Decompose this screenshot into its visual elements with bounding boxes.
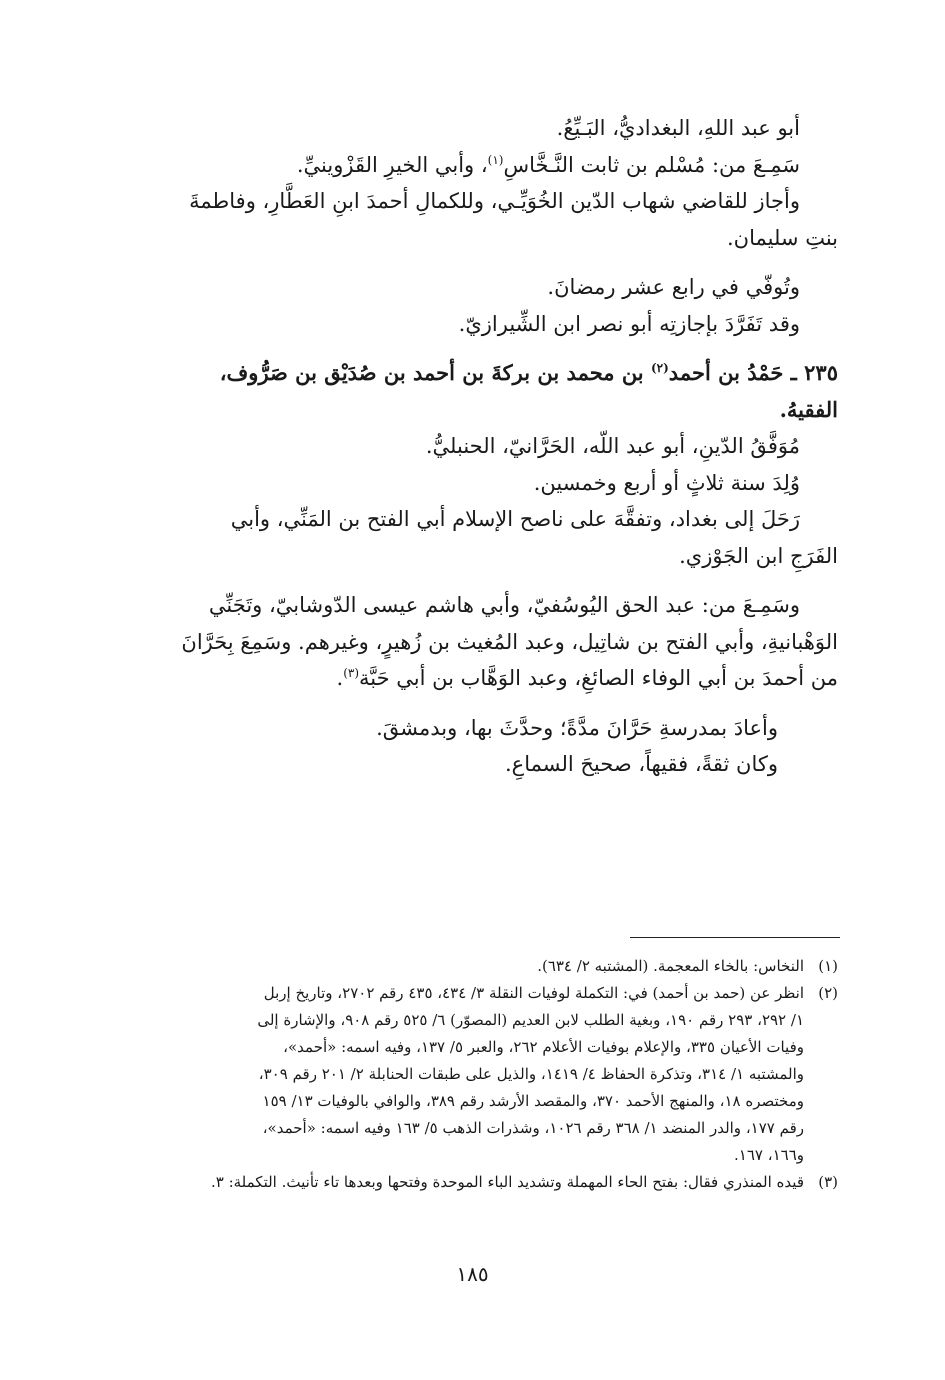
footnote-text <box>118 1169 804 1196</box>
text-segment: أبو عبد اللهِ، البغداديُّ، البَـيِّعُ. <box>556 116 800 140</box>
text-line <box>118 392 838 429</box>
text-line <box>118 465 838 502</box>
footnotes <box>118 953 838 1196</box>
text-segment: بن محمد بن بركةَ بن أحمد بن صُدَيْق بن صَرُّوف، <box>219 360 651 385</box>
footnote-line: ١/ ٢٩٢، ٢٩٣ رقم ١٩٠، وبغية الطلب لابن العديم (المصوّر) ٦/ ٥٢٥ رقم ٩٠٨، والإشارة إلى <box>257 1011 804 1029</box>
text-segment: بنتِ سليمان. <box>727 225 838 250</box>
text-segment: وُلِدَ سنة ثلاثٍ أو أربع وخمسين. <box>533 470 800 495</box>
text-line <box>118 501 838 538</box>
paragraph-gap <box>118 256 838 269</box>
paragraph-gap <box>118 574 838 587</box>
footnote-marker[interactable]: (٢) <box>650 361 669 375</box>
text-line <box>118 624 838 661</box>
footnote-line: انظر عن (حمد بن أحمد) في: التكملة لوفيات النقلة ٣/ ٤٣٤، ٤٣٥ رقم ٢٧٠٢، وتاريخ إربل <box>263 984 804 1002</box>
footnote-number: (٣) <box>818 1173 838 1191</box>
text-segment: الفقيهُ. <box>779 396 838 422</box>
paragraph-gap <box>118 342 838 355</box>
text-segment: وأعادَ بمدرسةِ حَرَّانَ مدَّةً؛ وحدَّثَ بها، وبدمشقَ. <box>376 715 778 740</box>
text-line <box>118 587 838 624</box>
text-line <box>118 428 838 465</box>
footnote-line: ومختصره ١٨، والمنهج الأحمد ٣٧٠، والمقصد الأرشد رقم ٣٨٩، والوافي بالوفيات ١٣/ ١٥٩ <box>262 1092 804 1110</box>
text-line <box>118 269 838 306</box>
text-line <box>118 660 838 697</box>
text-line <box>118 746 838 783</box>
text-segment: رَحَلَ إلى بغداد، وتفقَّهَ على ناصح الإسلام أبي الفتح بن المَنِّي، وأبي <box>230 507 800 531</box>
text-segment: الفَرَجِ ابن الجَوْزي. <box>679 543 838 568</box>
footnote-line: والمشتبه ١/ ٣١٤، وتذكرة الحفاظ ٤/ ١٤١٩، والذيل على طبقات الحنابلة ٢/ ٢٠١ رقم ٣٠٩، <box>258 1065 804 1083</box>
footnote <box>118 980 838 1169</box>
footnote-line: النخاس: بالخاء المعجمة. (المشتبه ٢/ ٦٣٤). <box>537 957 804 975</box>
footnote-line: قيده المنذري فقال: بفتح الحاء المهملة وتشديد الباء الموحدة وفتحها وبعدها تاء تأنيث. التكملة: ٣. <box>210 1173 804 1191</box>
footnote-text <box>118 953 804 980</box>
text-segment: من أحمدَ بن أبي الوفاء الصائغِ، وعبد الوَهَّاب بن أبي حَبَّة <box>359 666 838 690</box>
footnote-line: رقم ١٧٧، والدر المنضد ١/ ٣٦٨ رقم ١٠٢٦، وشذرات الذهب ٥/ ١٦٣ وفيه اسمه: «أحمد»، <box>262 1119 804 1137</box>
footnote-text <box>118 980 804 1169</box>
text-segment: ، وأبي الخيرِ القَزْوينيِّ. <box>296 152 488 177</box>
text-segment: الوَهْبانيةِ، وأبي الفتح بن شاتِيل، وعبد المُغيث بن زُهيرٍ، وغيرهم. وسَمِعَ بِحَرَّانَ <box>181 629 838 654</box>
text-segment: وكان ثقةً، فقيهاً، صحيحَ السماعِ. <box>504 752 778 776</box>
text-line <box>118 538 838 575</box>
footnote-marker[interactable]: (٣) <box>343 666 360 680</box>
text-segment: . <box>336 666 344 690</box>
text-line <box>118 110 838 147</box>
text-segment: سَمِـعَ من: مُسْلم بن ثابت النَّـخَّاسِ <box>503 152 800 177</box>
footnote-line: وفيات الأعيان ٣٣٥، والإعلام بوفيات الأعلام ٢٦٢، والعبر ٥/ ١٣٧، وفيه اسمه: «أحمد»، <box>283 1038 804 1056</box>
main-text <box>118 110 838 783</box>
text-segment: ٢٣٥ ـ حَمْدُ بن أحمد <box>668 360 838 385</box>
footnote <box>118 1169 838 1196</box>
text-line <box>118 220 838 257</box>
footnote-number: (٢) <box>818 984 838 1002</box>
footnote <box>118 953 838 980</box>
text-segment: وأجاز للقاضي شهاب الدّين الخُوَيِّـي، وللكمالِ أحمدَ ابنِ العَطَّارِ، وفاطمةَ <box>189 189 800 213</box>
text-line <box>118 147 838 184</box>
paragraph-gap <box>118 697 838 710</box>
text-segment: مُوَفَّقُ الدّينِ، أبو عبد اللّه، الحَرَّانيّ، الحنبليُّ. <box>425 434 800 458</box>
text-segment: وقد تَفَرَّدَ بإجازتِه أبو نصر ابن الشِّيرازيّ. <box>458 311 800 336</box>
text-line <box>118 183 838 220</box>
footnote-line: و١٦٦، ١٦٧. <box>734 1146 804 1164</box>
text-segment: وسَمِـعَ من: عبد الحق اليُوسُفيّ، وأبي هاشم عيسى الدّوشابيّ، وتَجَنِّي <box>208 593 800 617</box>
text-line <box>118 306 838 343</box>
footnote-divider <box>630 937 840 938</box>
page-number: ١٨٥ <box>456 1262 489 1286</box>
footnote-marker[interactable]: (١) <box>487 152 504 167</box>
text-line <box>118 710 838 747</box>
footnote-number: (١) <box>818 957 838 975</box>
text-segment: وتُوفّي في رابع عشر رمضانَ. <box>547 275 800 299</box>
text-line <box>118 355 838 392</box>
